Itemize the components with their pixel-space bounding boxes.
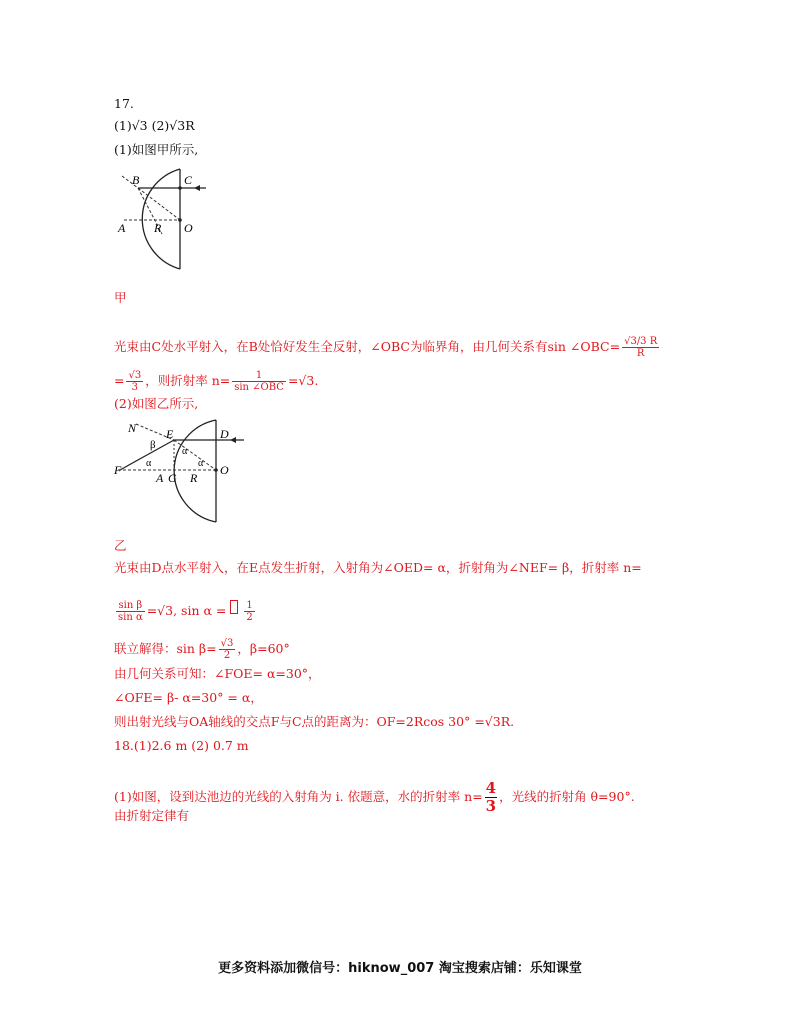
label-O2: O <box>220 463 229 477</box>
fraction-c-den: sin ∠OBC <box>234 382 284 393</box>
fraction-c-num: 1 <box>232 370 286 382</box>
label-N: N <box>128 421 137 435</box>
label-alpha-3: α <box>198 458 204 469</box>
label-E: E <box>166 427 174 441</box>
label-G: G <box>168 471 177 485</box>
q18-line-1 <box>114 780 635 815</box>
fraction-f-num: √3 <box>220 638 234 649</box>
solution-line-b <box>114 370 318 393</box>
fraction-e-num: 1 <box>246 600 253 611</box>
fraction-d <box>116 600 145 623</box>
figure-yi <box>112 418 252 524</box>
label-alpha-2: α <box>182 446 188 457</box>
line-b-text: ，则折射率 n= <box>145 373 231 388</box>
q18-line-1a: (1)如图，设到达池边的光线的入射角为 i. 依题意，水的折射率 n= <box>114 789 483 804</box>
label-A: A <box>118 221 126 235</box>
line-e-text: 联立解得：sin β= <box>114 641 217 656</box>
fraction-a-num: √3/3 R <box>624 336 658 347</box>
solution-line-h: 则出射光线与OA轴线的交点F与C点的距离为：OF=2Rcos 30° =√3R. <box>114 714 515 729</box>
figure-jia <box>114 166 214 274</box>
figure-jia-caption: 甲 <box>114 290 127 305</box>
solution-line-c: 光束由D点水平射入，在E点发生折射，入射角为∠OED= α，折射角为∠NEF= β，折射率 n= <box>114 560 642 575</box>
part1-intro: (1)如图甲所示, <box>114 142 199 157</box>
line-b-result: =√3. <box>287 373 319 388</box>
fraction-f <box>219 638 236 661</box>
label-A2: A <box>156 471 164 485</box>
label-R: R <box>154 221 162 235</box>
fraction-e <box>244 600 254 623</box>
fraction-e-den: 2 <box>246 612 253 623</box>
q18-fraction-num: 4 <box>485 779 497 797</box>
fraction-c <box>232 370 286 393</box>
solution-line-d <box>114 600 257 623</box>
solution-line-a <box>114 336 661 359</box>
question-17-number: 17. <box>114 96 134 111</box>
label-F: F <box>114 463 122 477</box>
question-17-answers: (1)√3 (2)√3R <box>114 118 195 133</box>
label-R2: R <box>190 471 198 485</box>
line-e-result: ，β=60° <box>237 641 290 656</box>
fraction-b-den: 3 <box>131 382 139 393</box>
q18-fraction <box>485 780 497 815</box>
q18-line-1b: ，光线的折射角 θ=90°. <box>499 789 635 804</box>
fraction-d-num: sin β <box>116 600 145 612</box>
part2-intro: (2)如图乙所示, <box>114 396 199 411</box>
fraction-d-den: sin α <box>118 612 143 623</box>
q18-line-2: 由折射定律有 <box>114 808 190 823</box>
solution-line-e <box>114 638 290 661</box>
q18-fraction-den: 3 <box>485 797 497 815</box>
label-C: C <box>184 173 193 187</box>
label-B: B <box>132 173 140 187</box>
fraction-b <box>126 370 143 393</box>
label-O: O <box>184 221 193 235</box>
fraction-f-den: 2 <box>223 650 231 661</box>
question-18-header: 18.(1)2.6 m (2) 0.7 m <box>114 738 249 753</box>
line-d-text: =√3, sin α = <box>146 603 227 618</box>
label-alpha-1: α <box>146 458 152 469</box>
footer-note: 更多资料添加微信号：hiknow_007 淘宝搜索店铺：乐知课堂 <box>218 961 582 976</box>
solution-line-f: 由几何关系可知：∠FOE= α=30°， <box>114 666 321 681</box>
line-b-eq: = <box>114 373 125 388</box>
fraction-a-den: R <box>636 348 645 359</box>
fraction-a <box>622 336 659 359</box>
label-D: D <box>220 427 229 441</box>
fraction-b-num: √3 <box>128 370 142 381</box>
unreadable-box <box>230 600 238 614</box>
figure-yi-caption: 乙 <box>114 538 127 553</box>
solution-line-g: ∠OFE= β- α=30° = α， <box>114 690 263 705</box>
solution-line-a-text: 光束由C处水平射入，在B处恰好发生全反射，∠OBC为临界角，由几何关系有sin ∠OBC= <box>114 339 621 354</box>
label-beta: β <box>150 439 156 451</box>
